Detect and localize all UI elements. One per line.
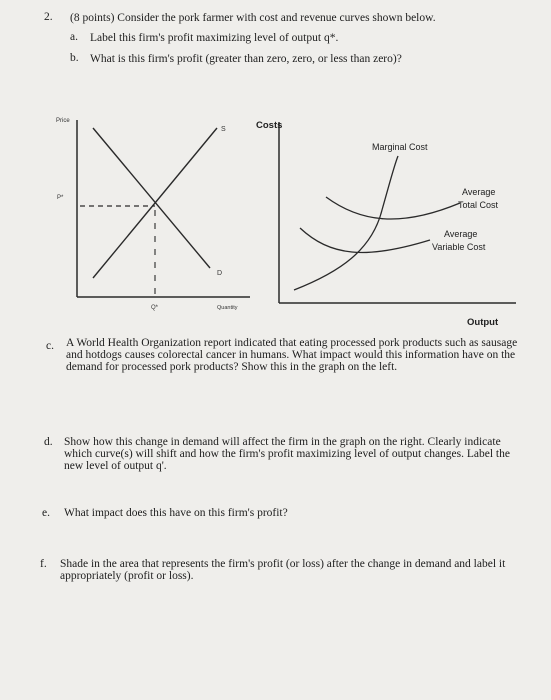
right-graph <box>256 120 516 328</box>
demand-label: D <box>217 270 223 277</box>
part-d-marker: d. <box>44 436 53 448</box>
part-d-text: Show how this change in demand will affect the firm in the graph on the right. Clearly indicate which curve(s) will shift and how the firm's profit maximizing level of output changes. Label the new level of output q'. <box>64 436 510 472</box>
question-intro: (8 points) Consider the pork farmer with cost and revenue curves shown below. <box>70 12 436 24</box>
average-variable-cost-curve <box>300 228 430 253</box>
demand-curve <box>93 128 210 268</box>
price-star-label: P* <box>57 195 64 201</box>
part-c-marker: c. <box>46 340 54 352</box>
supply-label: S <box>221 126 226 133</box>
part-e-text: What impact does this have on this firm's profit? <box>64 507 288 519</box>
part-a-marker: a. <box>70 31 78 43</box>
right-y-axis-label: Costs <box>256 120 283 131</box>
left-y-axis-label: Price <box>56 118 70 124</box>
marginal-cost-label: Marginal Cost <box>372 142 428 152</box>
atc-label-line2: Total Cost <box>458 200 499 210</box>
marginal-cost-curve <box>294 156 398 290</box>
part-e-marker: e. <box>42 507 50 519</box>
part-a-text: Label this firm's profit maximizing level of output q*. <box>90 32 339 44</box>
quantity-star-label: Q* <box>151 305 159 311</box>
part-b-text: What is this firm's profit (greater than zero, zero, or less than zero)? <box>90 53 402 65</box>
average-total-cost-curve <box>326 197 460 219</box>
graphs-area <box>0 100 551 340</box>
part-c-text: A World Health Organization report indicated that eating processed pork products such as sausage and hotdogs causes colorectal cancer in humans. What impact would this information have on the demand for processed pork products? Show this in the graph on the left. <box>66 337 518 373</box>
part-f-text: Shade in the area that represents the firm's profit (or loss) after the change in demand and label it appropriately (profit or loss). <box>60 558 506 582</box>
right-x-axis-label: Output <box>467 317 499 328</box>
part-f-marker: f. <box>40 558 47 570</box>
left-x-axis-label: Quantity <box>217 305 238 311</box>
question-number: 2. <box>44 11 53 23</box>
atc-label-line1: Average <box>462 187 496 197</box>
avc-label-line1: Average <box>444 229 478 239</box>
part-b-marker: b. <box>70 52 79 64</box>
avc-label-line2: Variable Cost <box>432 242 486 252</box>
left-graph <box>56 118 250 311</box>
